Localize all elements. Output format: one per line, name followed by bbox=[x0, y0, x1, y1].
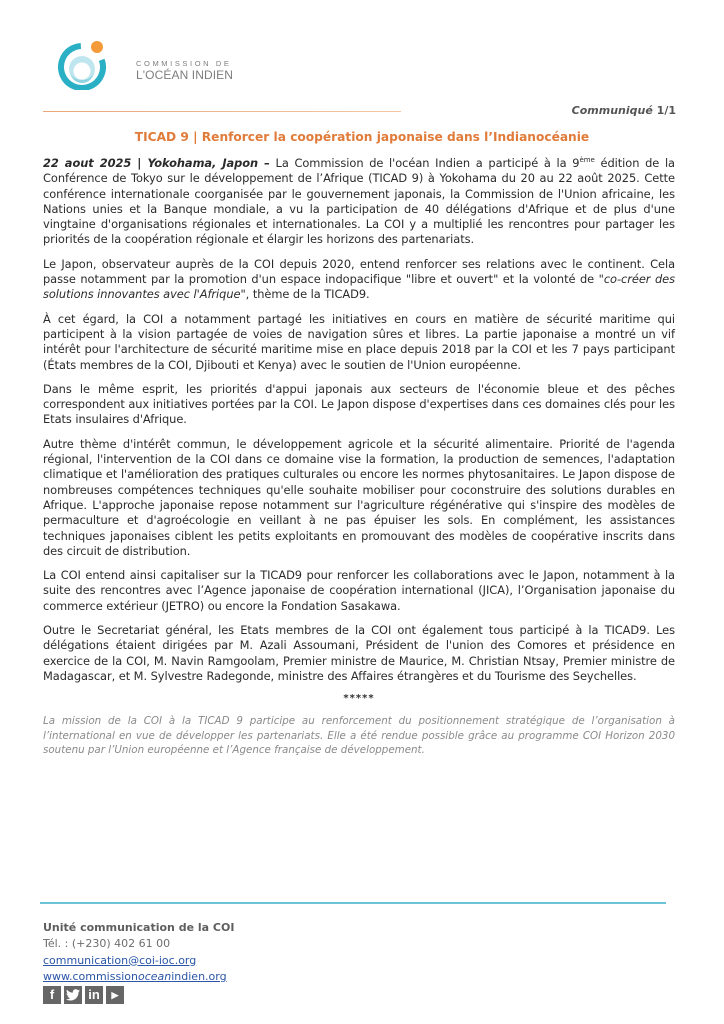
linkedin-icon[interactable]: in bbox=[85, 986, 103, 1004]
contact-email-link[interactable]: communication@coi-ioc.org bbox=[43, 953, 197, 967]
twitter-icon[interactable] bbox=[64, 986, 82, 1004]
coi-logo bbox=[58, 38, 298, 98]
footer-divider bbox=[40, 902, 666, 904]
website-part-3: indien.org bbox=[171, 969, 227, 983]
website-part-2: ocean bbox=[137, 969, 172, 983]
paragraph-7: Outre le Secretariat général, les Etats membres de la COI ont également tous participé à la TICAD9. Les délégations étaient dirigées par M. Azali Assoumani, Président de l'union des Comores et présidence en exercice de la COI, M. Navin Ramgoolam, Premier ministre de Maurice, M. Christian Ntsay, Premier ministre de Madagascar, et M. Sylvestre Radegonde, ministre des Affaires étrangères et du Tourisme des Seychelles. bbox=[43, 623, 675, 683]
logo-line2: L'OCÉAN INDIEN bbox=[136, 68, 234, 82]
social-links bbox=[43, 986, 234, 1004]
facebook-icon[interactable]: f bbox=[43, 986, 61, 1004]
ticad-theme-quote: co-créer des solutions innovantes avec l'Afrique bbox=[43, 272, 675, 302]
dateline: 22 aout 2025 | Yokohama, Japon – bbox=[43, 156, 270, 170]
communique-word: Communiqué bbox=[571, 104, 653, 117]
paragraph-2 bbox=[43, 257, 675, 303]
paragraph-3: À cet égard, la COI a notamment partagé les initiatives en cours en matière de sécurité maritime qui participent à la vision partagée de voies de navigation sûres et libres. La partie japonaise a montré un vif intérêt pour l'architecture de sécurité maritime mise en place depuis 2018 par la COI et les 7 pays participant (États membres de la COI, Djibouti et Kenya) avec le soutien de l'Union européenne. bbox=[43, 311, 675, 372]
logo-wordmark bbox=[136, 59, 233, 82]
contact-footer bbox=[43, 920, 234, 1004]
website-part-1: www.commission bbox=[43, 969, 138, 983]
press-release-title: TICAD 9 | Renforcer la coopération japonaise dans l’Indianocéanie bbox=[134, 130, 590, 144]
page-count: 1/1 bbox=[656, 104, 676, 117]
paragraph-1-text-b: édition de la Conférence de Tokyo sur le développement de l’Afrique (TICAD 9) à Yokohama du 20 au 22 août 2025. Cette conférence internationale coorganisée par le gouvernement japonais, la Commission de l'Union africaine, les Nations unies et la Banque mondiale, a vu la participation de 40 délégations d'Afrique et de plus d'une vingtaine d'organisations régionales et internationales. La COI y a multiplié les rencontres pour partager les priorités de la coopération régionale et élargir les horizons des partenariats. bbox=[43, 156, 675, 247]
paragraph-2-text-a: Le Japon, observateur auprès de la COI depuis 2020, entend renforcer ses relations avec le continent. Cela passe notamment par la promotion d'un espace indopacifique "libre et ouvert" et la volonté de " bbox=[43, 256, 675, 287]
paragraph-6: La COI entend ainsi capitaliser sur la TICAD9 pour renforcer les collaborations avec le Japon, notamment à la suite des rencontres avec l’Agence japonaise de coopération international (JICA), l’Organisation japonaise du commerce extérieur (JETRO) ou encore la Fondation Sasakawa. bbox=[43, 568, 675, 613]
communique-label bbox=[572, 104, 676, 117]
funding-note: La mission de la COI à la TICAD 9 participe au renforcement du positionnement stratégique de l’organisation à l’international en vue de développer les partenariats. Elle a été rendue possible grâce au programme COI Horizon 2030 soutenu par l’Union européenne et l’Agence française de développement. bbox=[43, 715, 675, 757]
website-link[interactable] bbox=[43, 970, 227, 983]
paragraph-5: Autre thème d'intérêt commun, le développement agricole et la sécurité alimentaire. Priorité de l'agenda régional, l'intervention de la COI dans ce domaine vise la formation, la production de semences, l'adaptation climatique et l'amélioration des pratiques culturales ou encore les normes phytosanitaires. Le Japon dispose de nombreuses compétences techniques qu'elle souhaite mobiliser pour coconstruire des solutions durables en Afrique. L'approche japonaise repose notamment sur l'agriculture régénérative qui s'inspire des modèles de permaculture et d'agroécologie en veillant à ne pas épuiser les sols. En complément, les assistances techniques japonaises ciblent les petits exploitants en promouvant des modèles de coopérative inscrits dans des circuit de distribution. bbox=[43, 436, 675, 558]
contact-phone: Tél. : (+230) 402 61 00 bbox=[43, 937, 171, 951]
paragraph-1 bbox=[43, 156, 675, 248]
ordinal-superscript: ème bbox=[579, 156, 595, 165]
coi-logo-mark-icon bbox=[58, 38, 110, 90]
section-separator: ***** bbox=[343, 693, 375, 705]
press-release-body bbox=[43, 156, 675, 758]
header-divider bbox=[43, 111, 401, 112]
paragraph-4: Dans le même esprit, les priorités d'appui japonais aux secteurs de l'économie bleue et des pêches correspondent aux initiatives portées par la COI. Le Japon dispose d'expertises dans ces domaines clés pour les Etats insulaires d'Afrique. bbox=[43, 381, 675, 427]
paragraph-1-text-a: La Commission de l'océan Indien a participé à la 9 bbox=[269, 156, 580, 170]
logo-line1: COMMISSION DE bbox=[136, 59, 232, 68]
paragraph-2-text-b: ", thème de la TICAD9. bbox=[240, 287, 370, 302]
contact-org: Unité communication de la COI bbox=[43, 921, 235, 934]
youtube-icon[interactable]: ▶ bbox=[106, 986, 124, 1004]
